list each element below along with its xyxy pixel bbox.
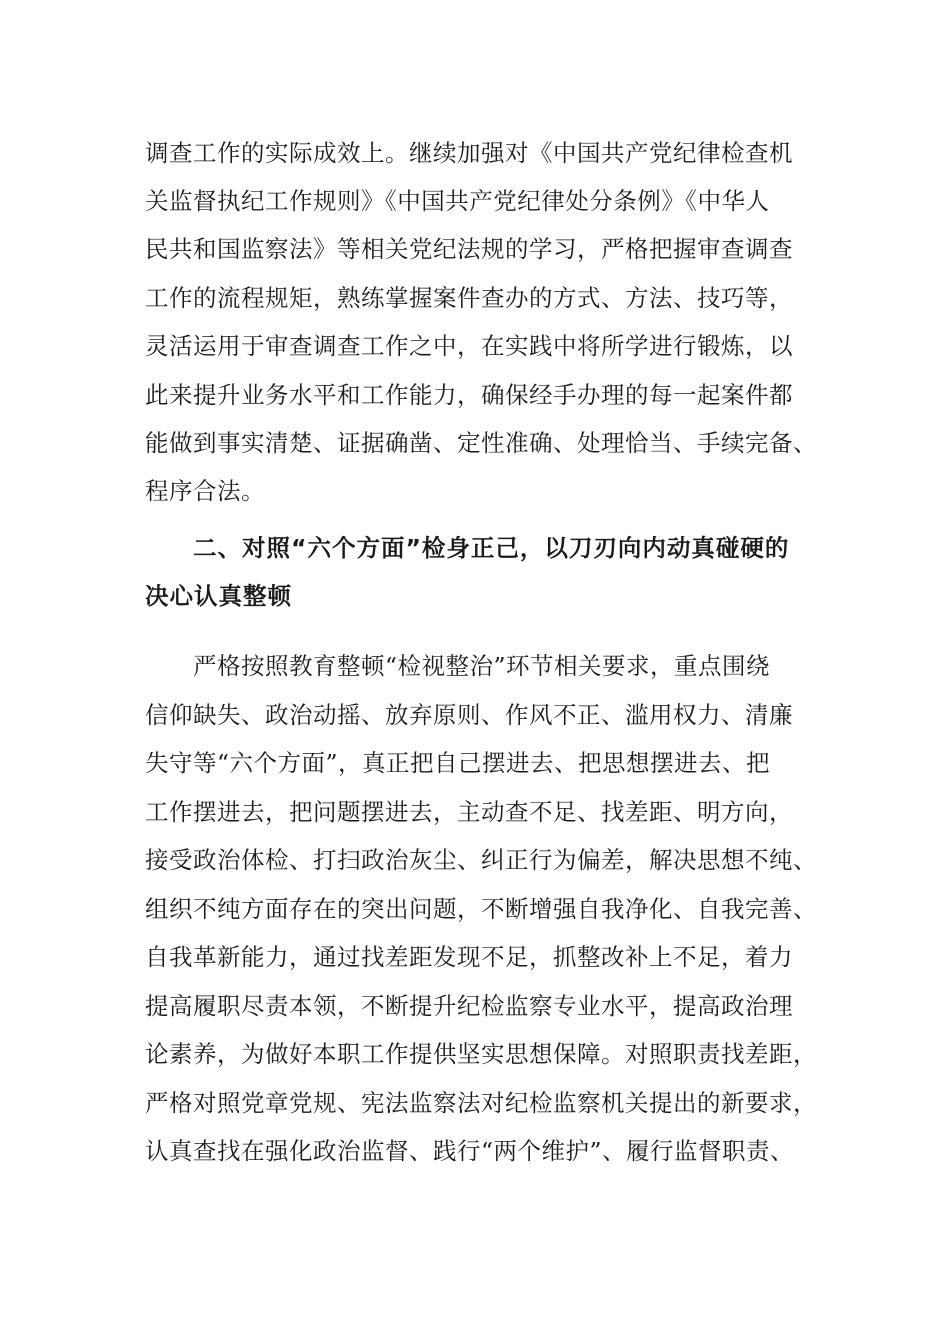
text-line: 工作的流程规矩，熟练掌握案件查办的方式、方法、技巧等， xyxy=(145,284,793,312)
text-line: 此来提升业务水平和工作能力，确保经手办理的每一起案件都 xyxy=(145,381,793,409)
text-line: 调查工作的实际成效上。继续加强对《中国共产党纪律检查机 xyxy=(145,139,793,167)
text-line: 自我革新能力，通过找差距发现不足，抓整改补上不足，着力 xyxy=(145,943,793,971)
heading-line: 二、对照“六个方面”检身正己，以刀刃向内动真碰硬的 xyxy=(193,534,790,562)
text-line: 民共和国监察法》等相关党纪法规的学习，严格把握审查调查 xyxy=(145,235,793,263)
text-line: 信仰缺失、政治动摇、放弃原则、作风不正、滥用权力、清廉 xyxy=(145,701,793,729)
text-line: 失守等“六个方面”，真正把自己摆进去、把思想摆进去、把 xyxy=(145,749,771,777)
text-line: 能做到事实清楚、证据确凿、定性准确、处理恰当、手续完备、 xyxy=(145,429,817,457)
text-line: 提高履职尽责本领，不断提升纪检监察专业水平，提高政治理 xyxy=(145,992,793,1020)
text-line: 严格按照教育整顿“检视整治”环节相关要求，重点围绕 xyxy=(193,652,771,680)
text-line: 程序合法。 xyxy=(145,477,265,505)
text-line: 工作摆进去，把问题摆进去，主动查不足、找差距、明方向， xyxy=(145,798,793,826)
text-line: 组织不纯方面存在的突出问题，不断增强自我净化、自我完善、 xyxy=(145,895,817,923)
text-line: 灵活运用于审查调查工作之中，在实践中将所学进行锻炼，以 xyxy=(145,332,793,360)
text-line: 接受政治体检、打扫政治灰尘、纠正行为偏差，解决思想不纯、 xyxy=(145,846,817,874)
text-line: 认真查找在强化政治监督、践行“两个维护”、履行监督职责、 xyxy=(145,1137,795,1165)
text-line: 论素养，为做好本职工作提供坚实思想保障。对照职责找差距， xyxy=(145,1040,817,1068)
text-line: 关监督执纪工作规则》《中国共产党纪律处分条例》《中华人 xyxy=(145,187,770,215)
text-line: 严格对照党章党规、宪法监察法对纪检监察机关提出的新要求， xyxy=(145,1089,817,1117)
heading-line: 决心认真整顿 xyxy=(145,582,292,610)
